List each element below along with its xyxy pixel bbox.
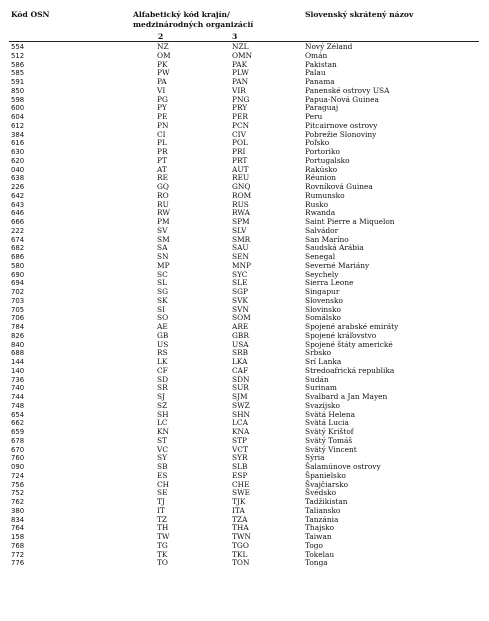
slovak-name-cell: Taliansko xyxy=(305,505,341,515)
alpha2-code-cell: SE xyxy=(157,488,168,498)
osn-code-cell: 591 xyxy=(11,78,25,86)
alpha2-code-cell: NZ xyxy=(157,42,169,51)
osn-code-cell: 380 xyxy=(11,506,25,515)
alpha3-code-cell: TJK xyxy=(232,497,246,506)
alpha3-code-cell: GBR xyxy=(232,330,249,340)
alpha2-code-cell: GQ xyxy=(157,182,169,191)
slovak-name-cell: Togo xyxy=(305,540,323,550)
slovak-name-cell: Spojené štáty americké xyxy=(305,339,393,349)
alpha3-code-cell: CIV xyxy=(232,129,246,139)
alpha2-code-cell: ST xyxy=(157,435,167,445)
slovak-name-cell: Srbsko xyxy=(305,348,332,358)
osn-code-cell: 158 xyxy=(11,533,25,541)
osn-code-cell: 554 xyxy=(11,43,25,51)
osn-code-cell: 834 xyxy=(11,515,25,524)
alpha2-code-cell: PT xyxy=(157,155,167,165)
slovak-name-cell: Svätý Tomáš xyxy=(305,435,353,445)
osn-code-cell: 760 xyxy=(11,454,25,463)
alpha2-code-cell: CF xyxy=(157,365,168,375)
osn-code-cell: 090 xyxy=(11,463,25,471)
alpha2-code-cell: TH xyxy=(157,523,169,533)
slovak-name-cell: Surinam xyxy=(305,383,337,393)
slovak-name-cell: Rovníková Guinea xyxy=(305,182,373,191)
slovak-name-cell: Rusko xyxy=(305,199,329,209)
slovak-name-cell: Portoriko xyxy=(305,147,340,156)
alpha3-code-cell: SPM xyxy=(232,217,250,226)
osn-code-cell: 662 xyxy=(11,419,25,428)
slovak-name-cell: Taiwan xyxy=(305,532,332,541)
slovak-name-cell: Sierra Leone xyxy=(305,278,354,288)
alpha3-code-cell: SLB xyxy=(232,462,248,471)
osn-code-cell: 688 xyxy=(11,349,25,358)
slovak-name-cell: Pakistan xyxy=(305,59,337,69)
slovak-name-cell: Seychely xyxy=(305,269,339,279)
alpha3-code-cell: ITA xyxy=(232,505,245,515)
alpha2-code-cell: RW xyxy=(157,208,170,218)
osn-code-cell: 600 xyxy=(11,104,25,113)
alpha3-code-cell: PCN xyxy=(232,120,250,130)
slovak-name-cell: Tanzánia xyxy=(305,514,339,524)
osn-code-cell: 612 xyxy=(11,121,25,130)
osn-code-cell: 226 xyxy=(11,183,25,191)
alpha3-code-cell: AUT xyxy=(232,164,249,174)
osn-code-cell: 678 xyxy=(11,436,25,445)
osn-code-cell: 585 xyxy=(11,69,25,78)
osn-code-cell: 705 xyxy=(11,305,25,314)
alpha2-code-cell: TG xyxy=(157,540,168,550)
alpha2-code-cell: IT xyxy=(157,505,165,515)
alpha2-code-cell: SC xyxy=(157,269,168,279)
osn-code-cell: 040 xyxy=(11,165,25,174)
slovak-name-cell: Peru xyxy=(305,112,323,121)
slovak-name-cell: Slovinsko xyxy=(305,304,341,314)
slovak-name-cell: Salvádor xyxy=(305,225,339,235)
alpha2-code-cell: RE xyxy=(157,173,168,183)
slovak-name-cell: Rakúsko xyxy=(305,164,338,174)
alpha3-code-cell: SOM xyxy=(232,313,251,323)
osn-code-cell: 850 xyxy=(11,86,25,95)
alpha3-code-cell: PER xyxy=(232,112,248,121)
slovak-name-cell: Sýria xyxy=(305,453,325,463)
alpha3-code-cell: SWE xyxy=(232,488,251,498)
osn-code-cell: 702 xyxy=(11,288,25,296)
slovak-name-cell: Nový Zéland xyxy=(305,42,353,51)
alpha2-code-cell: TK xyxy=(157,549,168,559)
osn-code-cell: 666 xyxy=(11,218,25,226)
alpha2-code-cell: SH xyxy=(157,409,169,419)
alpha2-code-cell: SV xyxy=(157,225,168,235)
alpha2-code-cell: VI xyxy=(157,85,166,95)
alpha3-code-cell: SJM xyxy=(232,392,248,401)
alpha3-code-cell: SUR xyxy=(232,383,249,393)
osn-code-cell: 694 xyxy=(11,279,25,288)
osn-code-cell: 686 xyxy=(11,253,25,261)
osn-code-cell: 598 xyxy=(11,95,25,104)
osn-code-cell: 764 xyxy=(11,524,25,533)
header-slovak-name: Slovenský skrátený názov xyxy=(305,10,414,19)
alpha3-code-cell: SDN xyxy=(232,374,250,384)
alpha3-code-cell: RUS xyxy=(232,199,249,209)
alpha3-code-cell: SVN xyxy=(232,304,249,314)
slovak-name-cell: Panenské ostrovy USA xyxy=(305,85,390,95)
osn-code-cell: 620 xyxy=(11,156,25,165)
alpha3-code-cell: SGP xyxy=(232,287,248,296)
alpha3-code-cell: TKL xyxy=(232,549,248,559)
slovak-name-cell: Španielsko xyxy=(305,470,346,480)
alpha3-code-cell: SYC xyxy=(232,269,248,279)
slovak-name-cell: Tadžikistan xyxy=(305,497,348,506)
osn-code-cell: 840 xyxy=(11,340,25,349)
alpha2-code-cell: PM xyxy=(157,217,170,226)
alpha2-code-cell: RO xyxy=(157,190,169,200)
osn-code-cell: 703 xyxy=(11,296,25,305)
slovak-name-cell: Tonga xyxy=(305,558,328,568)
slovak-name-cell: Tokelau xyxy=(305,549,335,559)
header-alpha2-number: 2 xyxy=(158,32,164,41)
alpha2-code-cell: SM xyxy=(157,234,170,244)
alpha3-code-cell: PAN xyxy=(232,77,249,86)
alpha3-code-cell: STP xyxy=(232,435,247,445)
alpha3-code-cell: TZA xyxy=(232,514,248,524)
slovak-name-cell: Svätý Vincent xyxy=(305,444,357,454)
alpha2-code-cell: SD xyxy=(157,374,168,384)
alpha3-code-cell: ROM xyxy=(232,190,252,200)
slovak-name-cell: Rwanda xyxy=(305,208,336,218)
alpha2-code-cell: RU xyxy=(157,199,169,209)
header-osn-code: Kód OSN xyxy=(11,10,50,19)
alpha3-code-cell: POL xyxy=(232,138,248,148)
osn-code-cell: 772 xyxy=(11,550,25,559)
osn-code-cell: 646 xyxy=(11,209,25,218)
osn-code-cell: 144 xyxy=(11,358,25,366)
alpha3-code-cell: VIR xyxy=(232,85,246,95)
slovak-name-cell: Pitcairnove ostrovy xyxy=(305,120,378,130)
alpha2-code-cell: KN xyxy=(157,427,169,436)
alpha2-code-cell: SB xyxy=(157,462,168,471)
alpha2-code-cell: PR xyxy=(157,147,168,156)
alpha2-code-cell: RS xyxy=(157,348,168,358)
alpha2-code-cell: PL xyxy=(157,138,167,148)
alpha3-code-cell: SWZ xyxy=(232,400,250,410)
slovak-name-cell: Svalbard a Jan Mayen xyxy=(305,392,388,401)
alpha2-code-cell: ES xyxy=(157,470,168,480)
alpha2-code-cell: PK xyxy=(157,59,168,69)
alpha3-code-cell: PRT xyxy=(232,155,248,165)
alpha2-code-cell: PN xyxy=(157,120,169,130)
osn-code-cell: 384 xyxy=(11,130,25,139)
osn-code-cell: 140 xyxy=(11,366,25,375)
slovak-name-cell: Slovensko xyxy=(305,295,343,305)
alpha3-code-cell: SEN xyxy=(232,252,249,261)
osn-code-cell: 826 xyxy=(11,331,25,340)
osn-code-cell: 659 xyxy=(11,428,25,436)
slovak-name-cell: Sudán xyxy=(305,374,329,384)
osn-code-cell: 630 xyxy=(11,148,25,156)
header-alpha-code xyxy=(133,10,253,29)
alpha3-code-cell: SRB xyxy=(232,348,249,358)
osn-code-cell: 748 xyxy=(11,401,25,410)
alpha3-code-cell: USA xyxy=(232,339,249,349)
alpha3-code-cell: SAU xyxy=(232,243,249,253)
osn-code-cell: 674 xyxy=(11,235,25,244)
osn-code-cell: 642 xyxy=(11,191,25,200)
alpha3-code-cell: RWA xyxy=(232,208,250,218)
alpha2-code-cell: SN xyxy=(157,252,169,261)
osn-code-cell: 604 xyxy=(11,113,25,121)
alpha2-code-cell: LC xyxy=(157,418,168,428)
alpha3-code-cell: SMR xyxy=(232,234,251,244)
slovak-name-cell: Spojené kráľovstvo xyxy=(305,330,377,340)
alpha3-code-cell: PNG xyxy=(232,94,250,104)
slovak-name-cell: Réunion xyxy=(305,173,337,183)
alpha2-code-cell: CH xyxy=(157,479,170,489)
alpha2-code-cell: US xyxy=(157,339,169,349)
alpha2-code-cell: PA xyxy=(157,77,167,86)
alpha2-code-cell: SJ xyxy=(157,392,166,401)
osn-code-cell: 762 xyxy=(11,498,25,506)
slovak-name-cell: Svätá Helena xyxy=(305,409,356,419)
slovak-name-cell: Somálsko xyxy=(305,313,342,323)
osn-code-cell: 690 xyxy=(11,270,25,279)
osn-code-cell: 580 xyxy=(11,261,25,270)
alpha2-code-cell: MP xyxy=(157,260,170,270)
alpha3-code-cell: SYR xyxy=(232,453,248,463)
alpha3-code-cell: SLV xyxy=(232,225,247,235)
alpha3-code-cell: NZL xyxy=(232,42,249,51)
alpha2-code-cell: SO xyxy=(157,313,169,323)
osn-code-cell: 654 xyxy=(11,410,25,419)
header-alpha-line2: medzinárodných organizácií xyxy=(133,19,254,29)
alpha3-code-cell: THA xyxy=(232,523,249,533)
osn-code-cell: 222 xyxy=(11,226,25,235)
alpha2-code-cell: SR xyxy=(157,383,168,393)
alpha3-code-cell: TON xyxy=(232,558,250,568)
alpha3-code-cell: KNA xyxy=(232,427,250,436)
alpha2-code-cell: SZ xyxy=(157,400,168,410)
alpha2-code-cell: LK xyxy=(157,357,168,366)
osn-code-cell: 784 xyxy=(11,323,25,331)
slovak-name-cell: Thajsko xyxy=(305,523,335,533)
alpha2-code-cell: PW xyxy=(157,68,170,78)
alpha2-code-cell: VC xyxy=(157,444,168,454)
slovak-name-cell: Saudská Arábia xyxy=(305,243,364,253)
header-alpha3-number: 3 xyxy=(232,32,238,41)
alpha2-code-cell: CI xyxy=(157,129,166,139)
osn-code-cell: 736 xyxy=(11,375,25,384)
alpha2-code-cell: TZ xyxy=(157,514,168,524)
alpha2-code-cell: PY xyxy=(157,103,167,113)
alpha2-code-cell: AE xyxy=(157,322,168,331)
alpha3-code-cell: TWN xyxy=(232,532,251,541)
alpha2-code-cell: AT xyxy=(157,164,167,174)
slovak-name-cell: Svätá Lucia xyxy=(305,418,349,428)
slovak-name-cell: Senegal xyxy=(305,252,336,261)
alpha3-code-cell: SVK xyxy=(232,295,248,305)
alpha2-code-cell: SI xyxy=(157,304,165,314)
alpha2-code-cell: OM xyxy=(157,50,171,60)
alpha3-code-cell: PRI xyxy=(232,147,246,156)
slovak-name-cell: Šalamúnove ostrovy xyxy=(305,462,381,471)
slovak-name-cell: Paraguaj xyxy=(305,103,339,113)
slovak-name-cell: Rumunsko xyxy=(305,190,345,200)
alpha3-code-cell: PRY xyxy=(232,103,248,113)
alpha2-code-cell: SK xyxy=(157,295,168,305)
alpha3-code-cell: CHE xyxy=(232,479,250,489)
alpha3-code-cell: LKA xyxy=(232,357,248,366)
alpha3-code-cell: SLE xyxy=(232,278,248,288)
slovak-name-cell: Panama xyxy=(305,77,335,86)
slovak-name-cell: Švajčiarsko xyxy=(305,479,349,489)
alpha2-code-cell: GB xyxy=(157,330,169,340)
slovak-name-cell: Severné Mariány xyxy=(305,260,370,270)
alpha3-code-cell: VCT xyxy=(232,444,248,454)
alpha3-code-cell: SHN xyxy=(232,409,250,419)
slovak-name-cell: Papua-Nová Guinea xyxy=(305,94,379,104)
alpha2-code-cell: TW xyxy=(157,532,170,541)
osn-code-cell: 670 xyxy=(11,445,25,454)
alpha3-code-cell: PAK xyxy=(232,59,248,69)
osn-code-cell: 744 xyxy=(11,393,25,401)
alpha2-code-cell: TJ xyxy=(157,497,165,506)
slovak-name-cell: Stredoafrická republika xyxy=(305,365,395,375)
slovak-name-cell: Svazijsko xyxy=(305,400,340,410)
slovak-name-cell: Svätý Krištof xyxy=(305,427,354,436)
osn-code-cell: 706 xyxy=(11,314,25,323)
alpha3-code-cell: PLW xyxy=(232,68,249,78)
osn-code-cell: 768 xyxy=(11,541,25,550)
osn-code-cell: 724 xyxy=(11,471,25,480)
alpha3-code-cell: TGO xyxy=(232,540,249,550)
slovak-name-cell: Pobrežie Slonoviny xyxy=(305,129,377,139)
osn-code-cell: 586 xyxy=(11,60,25,69)
alpha3-code-cell: ARE xyxy=(232,322,249,331)
slovak-name-cell: Švédsko xyxy=(305,488,337,498)
alpha2-code-cell: PG xyxy=(157,94,168,104)
osn-code-cell: 682 xyxy=(11,244,25,253)
alpha3-code-cell: OMN xyxy=(232,50,253,60)
alpha2-code-cell: SL xyxy=(157,278,167,288)
table-row xyxy=(0,559,489,568)
slovak-name-cell: Saint Pierre a Miquelon xyxy=(305,217,395,226)
osn-code-cell: 752 xyxy=(11,489,25,498)
slovak-name-cell: Spojené arabské emiráty xyxy=(305,322,399,331)
alpha3-code-cell: LCA xyxy=(232,418,248,428)
alpha2-code-cell: TO xyxy=(157,558,168,568)
country-code-table xyxy=(0,43,489,568)
slovak-name-cell: Portugalsko xyxy=(305,155,350,165)
alpha2-code-cell: SY xyxy=(157,453,167,463)
osn-code-cell: 643 xyxy=(11,200,25,209)
alpha3-code-cell: ESP xyxy=(232,470,248,480)
alpha3-code-cell: MNP xyxy=(232,260,252,270)
alpha2-code-cell: SG xyxy=(157,287,168,296)
slovak-name-cell: Singapur xyxy=(305,287,340,296)
osn-code-cell: 616 xyxy=(11,139,25,148)
alpha3-code-cell: GNQ xyxy=(232,182,251,191)
alpha2-code-cell: SA xyxy=(157,243,168,253)
slovak-name-cell: Omán xyxy=(305,50,328,60)
osn-code-cell: 512 xyxy=(11,51,25,60)
osn-code-cell: 776 xyxy=(11,559,25,568)
slovak-name-cell: Poľsko xyxy=(305,138,330,148)
alpha3-code-cell: CAF xyxy=(232,365,249,375)
osn-code-cell: 740 xyxy=(11,384,25,393)
slovak-name-cell: San Maríno xyxy=(305,234,349,244)
slovak-name-cell: Srí Lanka xyxy=(305,357,342,366)
alpha3-code-cell: REU xyxy=(232,173,250,183)
osn-code-cell: 638 xyxy=(11,174,25,183)
slovak-name-cell: Palau xyxy=(305,68,326,78)
alpha2-code-cell: PE xyxy=(157,112,168,121)
header-alpha-line1: Alfabetický kód krajín/ xyxy=(133,10,230,19)
osn-code-cell: 756 xyxy=(11,480,25,489)
